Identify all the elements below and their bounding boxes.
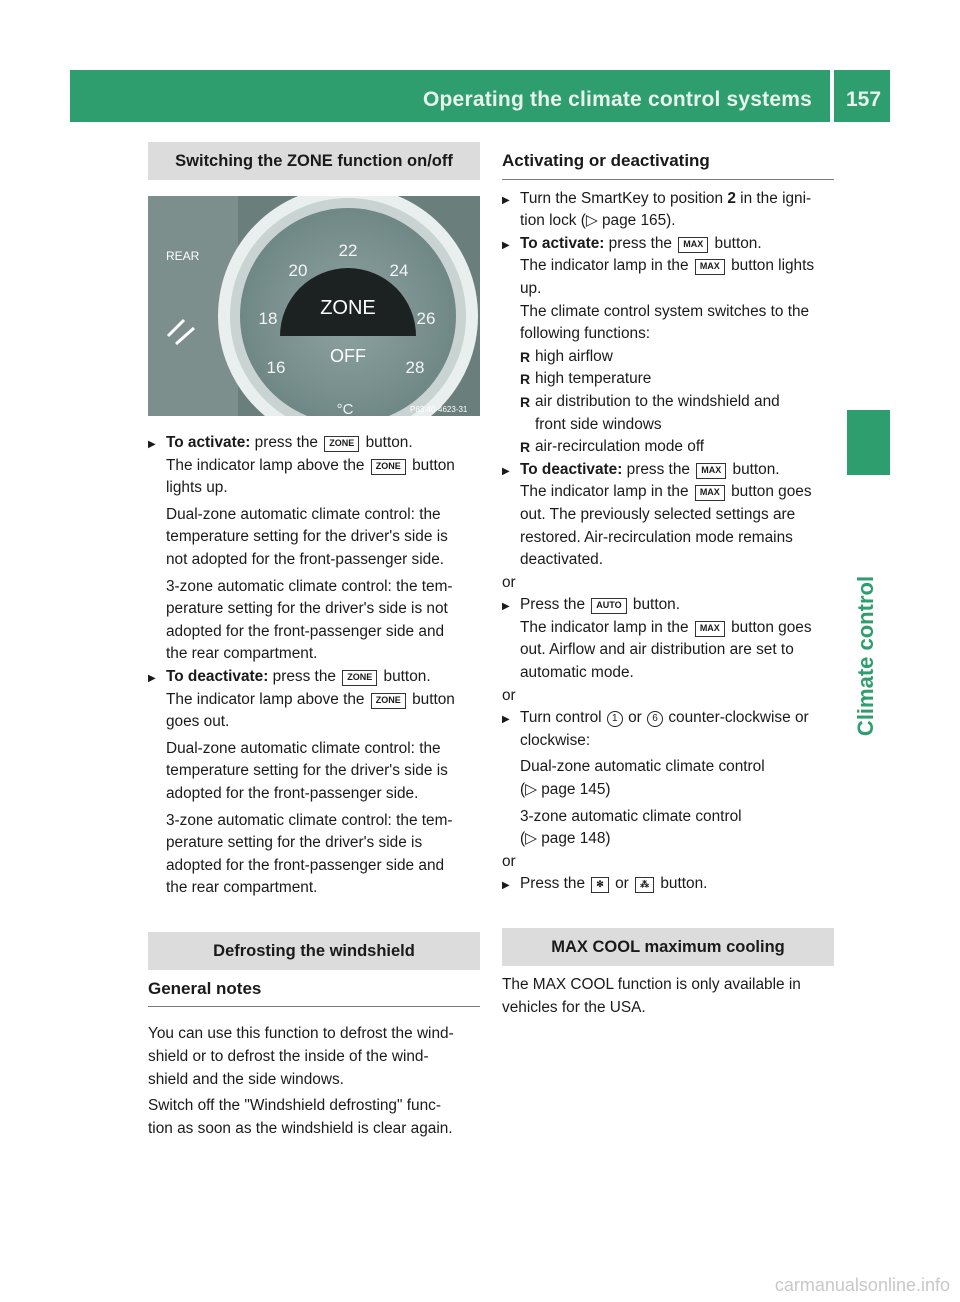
max-defrost-button-icon: MAX [696,463,726,479]
left-column [148,142,480,1140]
zone-button-icon: ZONE [371,459,406,475]
or-text: or [502,573,516,591]
svg-text:16: 16 [266,358,286,377]
step-arrow-icon [502,459,510,484]
svg-text:22: 22 [338,241,358,260]
press-auto-step: ▶ Press the AUTO button. The indicator lamp in the MAX button goes out. Airflow and air distribution are set to automatic mode. [502,594,834,684]
svg-text:18: 18 [258,309,278,328]
smartkey-step: ▶ Turn the SmartKey to position 2 in the igni- tion lock (▷ page 165). [502,188,834,233]
step-arrow-icon [502,873,510,898]
svg-text:20: 20 [288,261,308,280]
section-label: Climate control [853,575,878,737]
zone-button-icon: ZONE [342,670,377,686]
press-fan-step: ▶ Press the ✻ or ⁂ button. [502,873,834,896]
off-label: OFF [330,346,366,366]
section-tab [847,410,890,475]
max-defrost-button-icon: MAX [678,237,708,253]
step-arrow-icon [502,188,510,213]
maxdefrost-deactivate-step: ▶ To deactivate: press the MAX button. The indicator lamp in the MAX button goes out. The previously selected settings are restored. Air-recirculation mode remains deactivated. [502,459,834,572]
page-number: 157 [846,88,882,111]
defrost-heading: Defrosting the windshield [148,932,480,970]
zone-label: ZONE [320,297,376,319]
notes-paragraph: You can use this function to defrost the wind- shield or to defrost the inside of the wind- shield and the side windows. Switch off the "Windshield defrosting" func- tion as soon as the windshield is clear again. [148,1025,454,1137]
max-defrost-button-icon: MAX [695,259,725,275]
svg-text:26: 26 [416,309,436,328]
rear-label: REAR [166,249,200,263]
maxdefrost-activate-step: ▶ To activate: press the MAX button. The indicator lamp in the MAX button lights up. The climate control system switches to the following functions: [502,233,834,346]
header-separator [830,70,834,122]
turn-control-step: ▶ Turn control 1 or 6 counter-clockwise or clockwise: Dual-zone automatic climate control (▷ page 145) 3-zone automatic climate control (▷ page 148) [502,707,834,851]
step-arrow-icon [502,233,510,258]
fan-increase-icon: ✻ [591,877,609,893]
or-text: or [502,686,516,704]
climate-dial-image [148,196,480,416]
fan-decrease-icon: ⁂ [635,877,654,893]
list-item: R air distribution to the windshield and front side windows [520,392,780,433]
step-arrow-icon [502,707,510,732]
climate-control-photo [148,196,480,416]
right-column [502,142,834,1019]
zone-deactivate-step: ▶ To deactivate: press the ZONE button. The indicator lamp above the ZONE button goes out. Dual-zone automatic climate control: the temperature setting for the driver's side is adopted for the front-passenger side. 3-zone automatic climate control: the tem- perature setting for the driver's side is adopted for the front-passenger side and the rear compartment. [148,666,480,900]
photo-code: P83.40-4623-31 [410,405,468,414]
max-defrost-button-icon: MAX [695,621,725,637]
list-item: R high airflow [520,347,613,365]
watermark: carmanualsonline.info [774,1275,950,1295]
callout-1-icon: 1 [607,711,623,727]
list-item: R air-recirculation mode off [520,438,705,456]
auto-button-icon: AUTO [591,598,626,614]
page-link[interactable]: (▷ page 145) [520,781,611,799]
zone-heading: Switching the ZONE function on/off [148,142,480,180]
zone-activate-step: ▶ To activate: press the ZONE button. The indicator lamp above the ZONE button lights up. Dual-zone automatic climate control: the temperature setting for the driver's side is not adopted for the front-passenger side. 3-zone automatic climate control: the tem- perature setting for the driver's side is not adopted for the front-passenger side and the rear compartment. [148,432,480,666]
max-cool-paragraph: The MAX COOL function is only available in vehicles for the USA. [502,976,801,1016]
activating-heading: Activating or deactivating [502,142,834,180]
zone-button-icon: ZONE [371,693,406,709]
page-link[interactable]: (▷ page 148) [520,830,611,848]
chapter-title: Operating the climate control systems [423,88,813,111]
zone-button-icon: ZONE [324,436,359,452]
callout-6-icon: 6 [647,711,663,727]
or-text: or [502,852,516,870]
svg-text:24: 24 [389,261,409,280]
list-item: R high temperature [520,370,652,388]
step-arrow-icon [148,666,156,691]
svg-text:°C: °C [336,401,354,416]
general-notes-heading: General notes [148,978,480,1008]
step-arrow-icon [502,594,510,619]
step-arrow-icon [148,432,156,457]
svg-text:28: 28 [405,358,425,377]
max-cool-heading: MAX COOL maximum cooling [502,928,834,966]
max-defrost-button-icon: MAX [695,485,725,501]
